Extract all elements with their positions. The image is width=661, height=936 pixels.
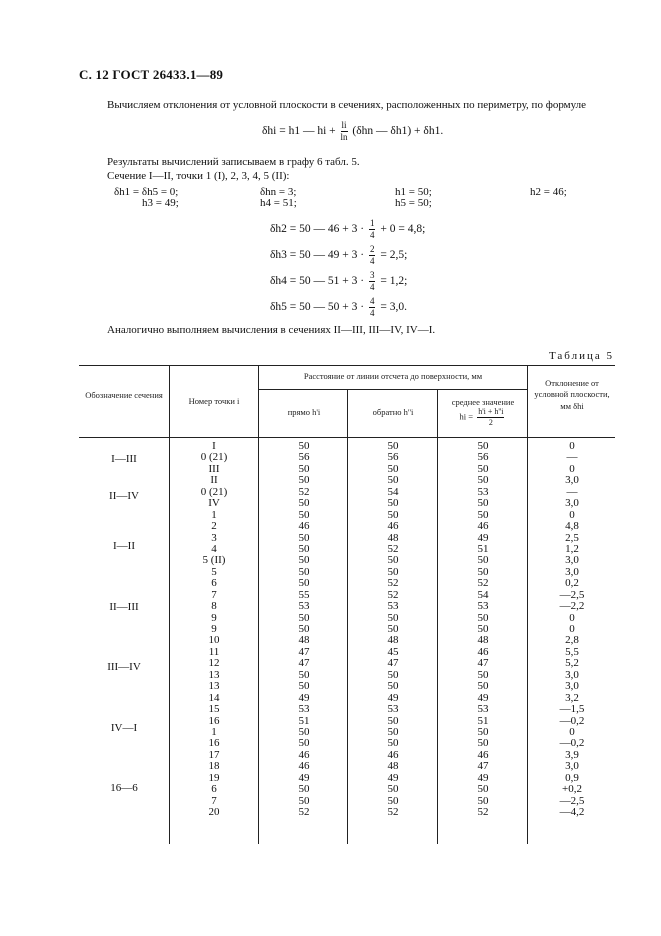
table-cell: 9	[211, 611, 217, 624]
table-cell: 49	[477, 771, 489, 784]
table-cell: 50	[477, 554, 489, 567]
table-cell: 46	[477, 520, 489, 533]
table-cell: 46	[298, 520, 310, 533]
table-cell: 53	[387, 703, 399, 716]
fraction-denominator: 4	[369, 282, 375, 292]
th-direct: прямо h'i	[287, 407, 321, 417]
table-cell: 50	[387, 565, 399, 578]
table-cell: 5	[211, 565, 217, 578]
table-cell: —	[566, 451, 578, 464]
table-cell: 50	[477, 794, 489, 807]
fraction-denominator: 4	[369, 308, 375, 318]
table-cell: 50	[298, 623, 310, 635]
table-cell: 20	[208, 806, 220, 818]
value-h4: h4 = 51;	[260, 197, 297, 209]
table-cell: I	[212, 440, 216, 452]
table-cell: 52	[477, 577, 489, 590]
table-cell: 55	[298, 588, 310, 601]
table-cell: 52	[387, 577, 399, 590]
calc-rhs: = 3,0.	[380, 301, 407, 314]
th-distance-group: Расстояние от линии отсчета до поверхности, мм	[303, 371, 483, 381]
table-cell: 50	[298, 668, 310, 681]
table-cell: 46	[387, 748, 399, 761]
fraction-denominator: 4	[369, 230, 375, 240]
table-cell: 0,2	[565, 577, 579, 590]
calc-fraction	[369, 271, 376, 292]
table-cell: 16	[208, 714, 220, 727]
table-cell: 0	[569, 440, 575, 452]
section-label: III—IV	[107, 661, 141, 673]
table-cell: III	[208, 462, 220, 475]
table-cell: 7	[211, 794, 217, 807]
table-cell: 15	[208, 703, 220, 716]
table-cell: 14	[208, 691, 220, 704]
table-cell: IV	[208, 497, 220, 510]
column-points	[172, 441, 256, 818]
table-cell: 50	[477, 462, 489, 475]
fraction-numerator: 2	[369, 244, 375, 254]
table-cell: 17	[208, 748, 220, 761]
table-cell: 52	[477, 806, 489, 818]
section-label: IV—I	[110, 722, 138, 734]
table-cell: 56	[298, 451, 310, 464]
table-cell: —0,2	[559, 737, 585, 750]
table-cell: —2,2	[559, 600, 585, 613]
table-cell: 49	[387, 771, 399, 784]
calc-fraction	[369, 219, 376, 240]
table-cell: 50	[387, 783, 399, 796]
table-cell: 50	[387, 508, 399, 521]
calc-line-2	[270, 245, 407, 266]
table-cell: 50	[387, 668, 399, 681]
column-deviation	[530, 441, 614, 818]
table-cell: 50	[298, 725, 310, 738]
table-cell: 51	[477, 542, 489, 555]
table-cell: 50	[298, 554, 310, 567]
calc-lhs: δh5 = 50 — 50 + 3 ·	[270, 301, 365, 314]
table-cell: 3,0	[565, 497, 579, 510]
fraction-denominator: ln	[340, 132, 348, 142]
table-cell: 3,0	[565, 680, 579, 693]
results-line: Результаты вычислений записываем в графу 6 табл. 5.	[107, 156, 360, 168]
table-cell: 45	[387, 645, 399, 658]
table-cell: 3	[211, 531, 217, 544]
th-mean-fraction	[477, 408, 504, 427]
th-point: Номер точки i	[188, 396, 240, 406]
table-cell: 56	[477, 451, 489, 464]
table-col-divider	[527, 365, 528, 844]
table-cell: 50	[477, 737, 489, 750]
section-label: I—III	[111, 453, 137, 465]
table-subheader-rule	[258, 389, 527, 390]
table-cell: 50	[387, 611, 399, 624]
fraction-numerator: 4	[369, 296, 375, 306]
table-cell: 52	[298, 485, 310, 498]
table-cell: 52	[387, 588, 399, 601]
table-cell: 53	[477, 485, 489, 498]
table-cell: 50	[298, 577, 310, 590]
table-cell: 46	[477, 645, 489, 658]
table-cell: 3,0	[565, 554, 579, 567]
table-cell: 48	[298, 634, 310, 647]
table-cell: 50	[477, 611, 489, 624]
table-cell: 50	[298, 497, 310, 510]
fraction-denominator: 2	[488, 418, 493, 428]
table-col-divider	[258, 365, 259, 844]
calc-rhs: = 2,5;	[380, 249, 408, 262]
table-cell: 7	[211, 588, 217, 601]
table-cell: 2,8	[565, 634, 579, 647]
table-cell: 47	[477, 657, 489, 670]
fraction-numerator: h'i + h''i	[478, 407, 504, 417]
table-cell: 0 (21)	[200, 451, 228, 464]
table-cell: 49	[298, 771, 310, 784]
page-header: С. 12 ГОСТ 26433.1—89	[79, 67, 224, 82]
value-h2: h2 = 46;	[530, 186, 567, 198]
table-cell: 50	[387, 497, 399, 510]
table-cell: 19	[208, 771, 220, 784]
table-cell: 50	[387, 462, 399, 475]
table-cell: 3,0	[565, 565, 579, 578]
table-cell: 3,0	[565, 668, 579, 681]
section-label: II—IV	[109, 490, 139, 502]
table-cell: 0,9	[565, 771, 579, 784]
table-cell: 50	[387, 474, 399, 487]
table-cell: 50	[298, 508, 310, 521]
value-h3: h3 = 49;	[142, 197, 179, 209]
table-cell: —0,2	[559, 714, 585, 727]
th-deviation: Отклонение от условной плоскости, мм δhi	[534, 378, 610, 411]
table-cell: 50	[477, 474, 489, 487]
similar-line: Аналогично выполняем вычисления в сечениях II—III, III—IV, IV—I.	[107, 324, 436, 336]
table-col-divider	[437, 389, 438, 844]
table-col-divider	[347, 389, 348, 844]
table-cell: 54	[387, 485, 399, 498]
table-cell: 51	[477, 714, 489, 727]
table-cell: 50	[477, 565, 489, 578]
table-cell: 49	[477, 531, 489, 544]
table-cell: II	[210, 474, 218, 487]
table-cell: 0	[569, 508, 575, 521]
table-cell: 50	[477, 725, 489, 738]
table-cell: 1,2	[565, 542, 579, 555]
table-cell: 5,5	[565, 645, 579, 658]
table-cell: 3,0	[565, 474, 579, 487]
table-cell: 10	[208, 634, 220, 647]
formula-lhs: δhi = h1 — hi +	[262, 125, 339, 138]
value-h1-h5: δh1 = δh5 = 0;	[114, 186, 179, 198]
table-cell: 50	[298, 531, 310, 544]
th-section: Обозначение сечения	[85, 390, 163, 400]
calc-line-1	[270, 219, 425, 240]
table-cell: 47	[298, 645, 310, 658]
table-cell: 50	[387, 623, 399, 635]
table-cell: 47	[298, 657, 310, 670]
table-cell: 18	[208, 760, 220, 773]
table-cell: 4	[211, 542, 217, 555]
table-cell: 50	[387, 554, 399, 567]
fraction-numerator: 1	[369, 218, 375, 228]
calc-line-4	[270, 297, 407, 318]
table-cell: 50	[387, 714, 399, 727]
table-cell: —4,2	[559, 806, 585, 818]
section-label: II—III	[109, 601, 139, 613]
table-cell: —2,5	[559, 794, 585, 807]
value-h1: h1 = 50;	[395, 186, 432, 198]
table-cell: 0	[569, 462, 575, 475]
intro-paragraph: Вычисляем отклонения от условной плоскости в сечениях, расположенных по периметру, по формуле	[107, 99, 587, 111]
table-cell: 50	[477, 497, 489, 510]
table-cell: 49	[298, 691, 310, 704]
table-cell: 8	[211, 600, 217, 613]
table-cell: 53	[387, 600, 399, 613]
table-cell: 0 (21)	[200, 485, 228, 498]
calc-lhs: δh3 = 50 — 49 + 3 ·	[270, 249, 365, 262]
table-cell: 52	[387, 542, 399, 555]
table-cell: 53	[477, 600, 489, 613]
table-cell: 5,2	[565, 657, 579, 670]
formula-fraction	[341, 121, 348, 142]
table-cell: 48	[477, 634, 489, 647]
table-cell: 48	[387, 760, 399, 773]
section-label: I—II	[113, 540, 135, 552]
table-cell: 13	[208, 680, 220, 693]
calc-lhs: δh4 = 50 — 51 + 3 ·	[270, 275, 365, 288]
section-label: 16—6	[110, 782, 138, 794]
table-cell: 50	[298, 783, 310, 796]
table-cell: 50	[298, 565, 310, 578]
table-cell: 6	[211, 577, 217, 590]
table-cell: 46	[298, 760, 310, 773]
table-cell: 52	[298, 806, 310, 818]
table-cell: 46	[477, 748, 489, 761]
column-direct	[262, 441, 346, 818]
table-cell: 46	[387, 520, 399, 533]
table-cell: 46	[298, 748, 310, 761]
table-cell: 50	[477, 508, 489, 521]
table-cell: 2,5	[565, 531, 579, 544]
section-line: Сечение I—II, точки 1 (I), 2, 3, 4, 5 (II):	[107, 170, 290, 182]
table-cell: 50	[298, 462, 310, 475]
table-cell: 49	[477, 691, 489, 704]
table-cell: 50	[477, 440, 489, 452]
table-cell: 3,0	[565, 760, 579, 773]
table-cell: 1	[211, 725, 217, 738]
table-cell: 6	[211, 783, 217, 796]
table-cell: 50	[298, 440, 310, 452]
table-top-rule	[79, 365, 615, 366]
table-cell: 50	[387, 725, 399, 738]
table-cell: 47	[387, 657, 399, 670]
calc-rhs: + 0 = 4,8;	[380, 223, 426, 236]
th-mean-label: среднее значение	[451, 397, 515, 407]
table-cell: 5 (II)	[202, 554, 226, 567]
table-cell: 56	[387, 451, 399, 464]
table-cell: 1	[211, 508, 217, 521]
table-cell: 50	[298, 542, 310, 555]
column-reverse	[351, 441, 435, 818]
table-cell: 48	[387, 531, 399, 544]
table-cell: 50	[298, 611, 310, 624]
table-cell: 52	[387, 806, 399, 818]
table-cell: 50	[387, 737, 399, 750]
table-cell: 12	[208, 657, 220, 670]
table-cell: 53	[477, 703, 489, 716]
table-cell: 50	[477, 668, 489, 681]
fraction-numerator: li	[341, 120, 347, 130]
calc-lhs: δh2 = 50 — 46 + 3 ·	[270, 223, 365, 236]
fraction-denominator: 4	[369, 256, 375, 266]
table-cell: 48	[387, 634, 399, 647]
fraction-numerator: 3	[369, 270, 375, 280]
table-col-divider	[169, 365, 170, 844]
table-cell: 50	[298, 794, 310, 807]
th-mean-formula	[440, 408, 526, 427]
table-cell: 50	[477, 623, 489, 635]
table-cell: 51	[298, 714, 310, 727]
table-cell: 3,2	[565, 691, 579, 704]
th-mean	[440, 397, 526, 427]
table-cell: 53	[298, 703, 310, 716]
table-cell: 50	[298, 474, 310, 487]
column-mean	[440, 441, 526, 818]
table-cell: 13	[208, 668, 220, 681]
table-cell: 50	[298, 680, 310, 693]
table-cell: 0	[569, 623, 575, 635]
table-title: Таблица 5	[548, 350, 614, 362]
formula-rhs: (δhn — δh1) + δh1.	[349, 125, 444, 138]
table-cell: 53	[298, 600, 310, 613]
table-cell: 50	[477, 783, 489, 796]
table-cell: 50	[477, 680, 489, 693]
value-h5: h5 = 50;	[395, 197, 432, 209]
calc-fraction	[369, 245, 376, 266]
table-cell: 50	[298, 737, 310, 750]
table-cell: 50	[387, 680, 399, 693]
table-cell: 0	[569, 611, 575, 624]
value-hn: δhn = 3;	[260, 186, 297, 198]
table-cell: +0,2	[562, 783, 582, 796]
table-cell: —	[566, 485, 578, 498]
main-formula	[262, 121, 443, 142]
table-cell: 54	[477, 588, 489, 601]
th-reverse: обратно h''i	[372, 407, 414, 417]
table-cell: 0	[569, 725, 575, 738]
table-cell: 16	[208, 737, 220, 750]
calc-line-3	[270, 271, 407, 292]
table-cell: 9	[211, 623, 217, 635]
table-cell: 47	[477, 760, 489, 773]
table-cell: 3,9	[565, 748, 579, 761]
th-mean-lhs: hi =	[459, 411, 474, 422]
table-cell: —1,5	[559, 703, 585, 716]
calc-rhs: = 1,2;	[380, 275, 408, 288]
calc-fraction	[369, 297, 376, 318]
table-cell: 4,8	[565, 520, 579, 533]
table-cell: —2,5	[559, 588, 585, 601]
table-cell: 50	[387, 794, 399, 807]
table-cell: 49	[387, 691, 399, 704]
table-cell: 50	[387, 440, 399, 452]
table-cell: 2	[211, 520, 217, 533]
table-cell: 11	[208, 645, 220, 658]
